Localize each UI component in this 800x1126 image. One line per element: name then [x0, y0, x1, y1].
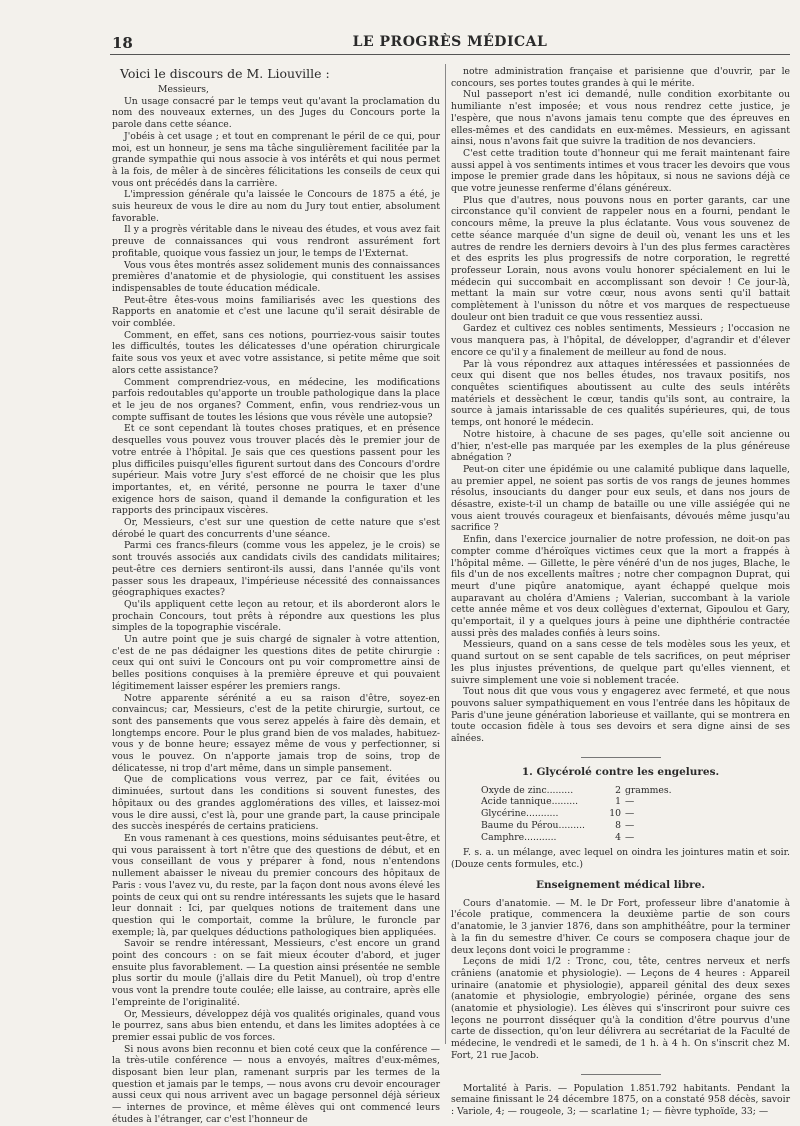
mortalite-notice: Mortalité à Paris. — Population 1.851.792 habitants. Pendant la semaine finissant le 24 décembre 1875, on a constaté 958 décès, savoir : Variole, 4; — rougeole, 3; — scarlatine 1; — fièvre typhoïde, 33; —: [451, 1082, 790, 1117]
page-header: [112, 34, 788, 52]
recipe-row: [481, 796, 676, 808]
right-paragraphs: [451, 66, 790, 745]
paragraph: Et ce sont cependant là toutes choses pratiques, et en présence desquelles vous pouvez vous trouver placés dès le premier jour de votre entrée à l'hôpital. Je sais que ces questions passent pour les plus difficiles puisqu'elles figurent surtout dans des Concours d'ordre supérieur. Mais votre Jury s'est efforcé de ne choisir que les plus importantes, et, en vérité, personne ne pourra le taxer d'une exigence hors de saison, quand il demande la configuration et les rapports des principaux viscères.: [112, 423, 440, 517]
paragraph: Or, Messieurs, développez déjà vos qualités originales, quand vous le pourrez, sans abus bien entendu, et dans les limites adoptées à ce premier essai public de vos forces.: [112, 1008, 440, 1043]
ingredient-qty: 8: [615, 819, 621, 831]
paragraph: Messieurs, quand on a sans cesse de tels modèles sous les yeux, et quand surtout on se sent capable de tels sacrifices, on peut mépriser les plus injustes préventions, de quelque part qu'elles viennent, et suivre simplement une voie si noblement tracée.: [451, 639, 790, 686]
ingredient-name: Oxyde de zinc.........: [481, 784, 574, 796]
paragraph: Un autre point que je suis chargé de signaler à votre attention, c'est de ne pas dédaigner les questions dites de petite chirurgie : ceux qui ont suivi le Concours ont pu voir compromettre ainsi de belles positions conquises à la première épreuve et qui pouvaient légitimement laisser espérer les premiers rangs.: [112, 634, 440, 692]
enseignement-paragraphs: [451, 898, 790, 1062]
right-column: [451, 66, 790, 1117]
paragraph: Cours d'anatomie. — M. le Dr Fort, professeur libre d'anatomie à l'école pratique, commencera la deuxième partie de son cours d'anatomie, le 3 janvier 1876, dans son amphithéâtre, pour la terminer à la fin du semestre d'hiver. Ce cours se composera chaque jour de deux leçons dont voici le programme :: [451, 897, 790, 956]
ingredient-name: Acide tannique.........: [481, 796, 579, 808]
left-paragraphs: [112, 96, 440, 1126]
speech-intro: Voici le discours de M. Liouville :: [120, 66, 330, 81]
paragraph: Que de complications vous verrez, par ce fait, évitées ou diminuées, surtout dans les conditions si souvent funestes, des hôpitaux ou des grandes agglomérations des villes, et laissez-moi vous le dire aussi, c'est là, pour une grande part, la cause principale des succès inespérés de certains praticiens.: [112, 774, 440, 833]
ingredient-qty: 10: [609, 808, 621, 820]
paragraph: En vous ramenant à ces questions, moins séduisantes peut-être, et qui vous paraissent à tort n'être que des questions de début, et en vous conseillant de vous y préparer à fond, nous n'entendons nullement abaisser le niveau du premier concours des hôpitaux de Paris : vous l'avez vu, du reste, par la façon dont nous avons élevé les points de ceux qui ont su rendre intéressants les sujets que le hasard leur donnait : Ici, par quelques notions de traitement dans une question qui le comportait, comme la brûlure, le furoncle par exemple; là, par quelques déductions pathologiques bien appliquées.: [112, 833, 440, 938]
paragraph: Par là vous répondrez aux attaques intéressées et passionnées de ceux qui disent que nos belles études, nos travaux positifs, nos conquêtes scientifiques aboutissent au culte des seuls intérêts matériels et dessèchent le cœur, tandis qu'ils sont, au contraire, la source à jamais intarissable de ces qualités supérieures, qui, de tous temps, ont honoré le médecin.: [451, 358, 790, 429]
recipe-table: [481, 785, 676, 844]
paragraph: Il y a progrès véritable dans le niveau des études, et vous avez fait preuve de connaissances qui vous rendront assurément fort profitable, quoique vous fassiez un jour, le temps de l'Externat.: [112, 224, 440, 259]
paragraph: Comment comprendriez-vous, en médecine, les modifications parfois redoutables qu'apporte un trouble pathologique dans la place et le jeu de nos organes? Comment, enfin, vous rendriez-vous un compte suffisant de toutes les lésions que vous révèle une autopsie?: [112, 376, 440, 423]
page-number: 18: [112, 34, 133, 52]
paragraph: Plus que d'autres, nous pouvons nous en porter garants, car une circonstance qu'il convient de rappeler nous en a fourni, pendant le concours même, la preuve la plus éclatante. Vous vous souvenez de cette séance marquée d'un signe de deuil où, venant les uns et les autres de rendre les derniers devoirs à l'un des plus fermes caractères et des esprits les plus progressifs de notre corporation, le regretté professeur Lorain, nous avons voulu honorer spécialement en lui le médecin qui succombait en accomplissant son devoir ! Ce jour-là, mettant la main sur votre cœur, nous avons senti qu'il battait complètement à l'unisson du nôtre et vos marques de respectueuse douleur ont bien traduit ce que vous ressentiez aussi.: [451, 194, 790, 323]
ingredient-name: Baume du Pérou.........: [481, 819, 585, 831]
ingredient-qty: 1: [615, 796, 621, 808]
paragraph: Enfin, dans l'exercice journalier de notre profession, ne doit-on pas compter comme d'héroïques victimes ceux que la mort a frappés à l'hôpital même. — Gillette, le père vénéré d'un de nos juges, Blache, le fils d'un de nos excellents maîtres ; notre cher compagnon Duprat, qui meurt d'une piqûre anatomique, ayant échappé quelque mois auparavant au choléra d'Amiens ; Valerian, succombant à la variole cette année même et vos deux collègues d'externat, Gipoulou et Gary, qu'emportait, il y a quelques jours à peine une diphthérie contractée aussi près des malades confiés à leurs soins.: [451, 534, 790, 639]
paragraph: Nul passeport n'est ici demandé, nulle condition exorbitante ou humiliante n'est imposée; et vous nous rendrez cette justice, je l'espère, que nous n'avons jamais tenu compte que des épreuves en elles-mêmes et des candidats en eux-mêmes. Messieurs, en agissant ainsi, nous n'avons fait que suivre la tradition de nos devanciers.: [451, 89, 790, 148]
paragraph: Vous vous êtes montrés assez solidement munis des connaissances premières d'anatomie et de physiologie, qui constituent les assises indispensables de toute éducation médicale.: [112, 259, 440, 294]
paragraph: L'impression générale qu'a laissée le Concours de 1875 a été, je suis heureux de vous le dire au nom du Jury tout entier, absolument favorable.: [112, 189, 440, 224]
paragraph: Peut-être êtes-vous moins familiarisés avec les questions des Rapports en anatomie et c'est une lacune qu'il serait désirable de voir comblée.: [112, 294, 440, 330]
recipe-row: [481, 820, 676, 832]
ingredient-qty: 2: [615, 784, 621, 796]
ingredient-unit: grammes.: [624, 784, 672, 796]
section-rule-2: [581, 1074, 661, 1075]
ingredient-name: Glycérine...........: [481, 808, 559, 820]
paragraph: Parmi ces francs-fileurs (comme vous les appelez, je le crois) se sont trouvés associés aux candidats civils des candidats militaires; peut-être ces derniers sentiront-ils aussi, dans l'année qu'ils vont passer sous les drapeaux, l'impérieuse nécessité des connaissances géographiques exactes?: [112, 540, 440, 599]
ingredient-unit: —: [624, 819, 635, 831]
journal-title: LE PROGRÈS MÉDICAL: [352, 34, 548, 50]
paragraph: Leçons de midi 1/2 : Tronc, cou, tête, centres nerveux et nerfs crâniens (anatomie et physiologie). — Leçons de 4 heures : Appareil urinaire (anatomie et physiologie), appareil génital des deux sexes (anatomie et physiologie, embryologie) périnée, organe des sens (anatomie et physiologie). Les élèves qui s'inscriront pour suivre ces leçons ne pourront disséquer qu'à la condition d'être pourvus d'une carte de dissection, qu'on leur délivrera au secrétariat de la Faculté de médecine, le vendredi et le samedi, de 1 h. à 4 h. On s'inscrit chez M. Fort, 21 rue Jacob.: [451, 956, 790, 1061]
paragraph: Peut-on citer une épidémie ou une calamité publique dans laquelle, au premier appel, ne soient pas sortis de vos rangs de jeunes hommes résolus, insouciants du danger pour eux seuls, et dans nos jours de désastre, existe-t-il un champ de bataille ou une ville assiégée qui ne vous aient trouvés courageux et bienfaisants, dévoués même jusqu'au sacrifice ?: [451, 463, 790, 534]
section-rule: [581, 757, 661, 758]
recipe-row: [481, 832, 676, 844]
ingredient-name: Camphre...........: [481, 831, 557, 843]
column-divider: [445, 64, 446, 1044]
header-rule: [110, 54, 790, 55]
paragraph: J'obéis à cet usage ; et tout en comprenant le péril de ce qui, pour moi, est un honneur, je sens ma tâche singulièrement facilitée par la grande sympathie qui nous associe à vos intérêts et qui nous permet à la fois, de mêler à de sincères félicitations les conseils de ceux qui vous ont précédés dans la carrière.: [112, 130, 440, 189]
recipe-title: 1. Glycérolé contre les engelures.: [521, 765, 720, 778]
left-column: [112, 66, 440, 1125]
recipe-row: [481, 808, 676, 820]
recipe-row: [481, 785, 676, 797]
paragraph: Si nous avons bien reconnu et bien coté ceux que la conférence — la très-utile conférence — nous a envoyés, maîtres d'eux-mêmes, disposant bien leur plan, ramenant surpris par les termes de la question et jamais par le temps, — nous avons cru devoir encourager aussi ceux qui nous arrivent avec un bagage personnel déjà sérieux — internes de province, et même élèves qui ont commencé leurs études à l'étranger, car c'est l'honneur de: [112, 1043, 440, 1125]
ingredient-unit: —: [624, 796, 635, 808]
paragraph: Un usage consacré par le temps veut qu'avant la proclamation du nom des nouveaux externes, un des Juges du Concours porte la parole dans cette séance.: [112, 95, 440, 131]
salutation: Messieurs,: [158, 84, 209, 95]
paragraph: C'est cette tradition toute d'honneur qui me ferait maintenant faire aussi appel à vos sentiments intimes et vous tracer les devoirs que vous impose le premier grade dans les hôpitaux, si nous ne savions déjà ce que votre jeunesse renferme d'élans généreux.: [451, 147, 790, 195]
recipe-note: F. s. a. un mélange, avec lequel on oindra les jointures matin et soir. (Douze cents formules, etc.): [451, 847, 790, 870]
paragraph: Gardez et cultivez ces nobles sentiments, Messieurs ; l'occasion ne vous manquera pas, à l'hôpital, de développer, d'agrandir et d'élever encore ce qu'il y a finalement de meilleur au fond de nous.: [451, 323, 790, 358]
paragraph: Savoir se rendre intéressant, Messieurs, c'est encore un grand point des concours : on se fait mieux écouter d'abord, et juger ensuite plus favorablement. — La question ainsi présentée ne semble plus sortir du moule (j'allais dire du Petit Manuel), où trop d'entre vous vont la prendre toute coulée; elle laisse, au contraire, après elle l'empreinte de l'originalité.: [112, 938, 440, 1008]
paragraph: Notre apparente sérénité a eu sa raison d'être, soyez-en convaincus; car, Messieurs, c'est de la petite chirurgie, surtout, ce sont des pansements que vous serez appelés à faire dès demain, et longtemps encore. Pour le plus grand bien de vos malades, habituez-vous y de bonne heure; essayez même de vous y perfectionner, si vous le pouvez. On n'apporte jamais trop de soins, trop de délicatesse, ni trop d'art même, dans un simple pansement.: [112, 692, 440, 774]
enseignement-title: Enseignement médical libre.: [536, 878, 705, 891]
paragraph: Qu'ils appliquent cette leçon au retour, et ils aborderont alors le prochain Concours, tout prêts à répondre aux questions les plus simples de la topographie viscérale.: [112, 598, 440, 634]
paragraph: Tout nous dit que vous vous y engagerez avec fermeté, et que nous pouvons saluer sympathiquement en vous l'entrée dans les hôpitaux de Paris d'une jeune génération laborieuse et vaillante, qui se montrera en toute occasion fidèle à tous ses devoirs et sera digne ainsi de ses aînées.: [451, 686, 790, 745]
paragraph: Comment, en effet, sans ces notions, pourriez-vous saisir toutes les difficultés, toutes les délicatesses d'une opération chirurgicale faite sous vos yeux et avec votre assistance, si petite même que soit alors cette assistance?: [112, 329, 440, 376]
ingredient-unit: —: [624, 808, 635, 820]
ingredient-qty: 4: [615, 831, 621, 843]
paragraph: Or, Messieurs, c'est sur une question de cette nature que s'est dérobé le quart des concurrents d'une séance.: [112, 517, 440, 540]
paragraph: notre administration française et parisienne que d'ouvrir, par le concours, ses portes toutes grandes à qui le mérite.: [451, 66, 790, 89]
ingredient-unit: —: [624, 831, 635, 843]
paragraph: Notre histoire, à chacune de ses pages, qu'elle soit ancienne ou d'hier, n'est-elle pas marquée par les exemples de la plus généreuse abnégation ?: [451, 428, 790, 464]
